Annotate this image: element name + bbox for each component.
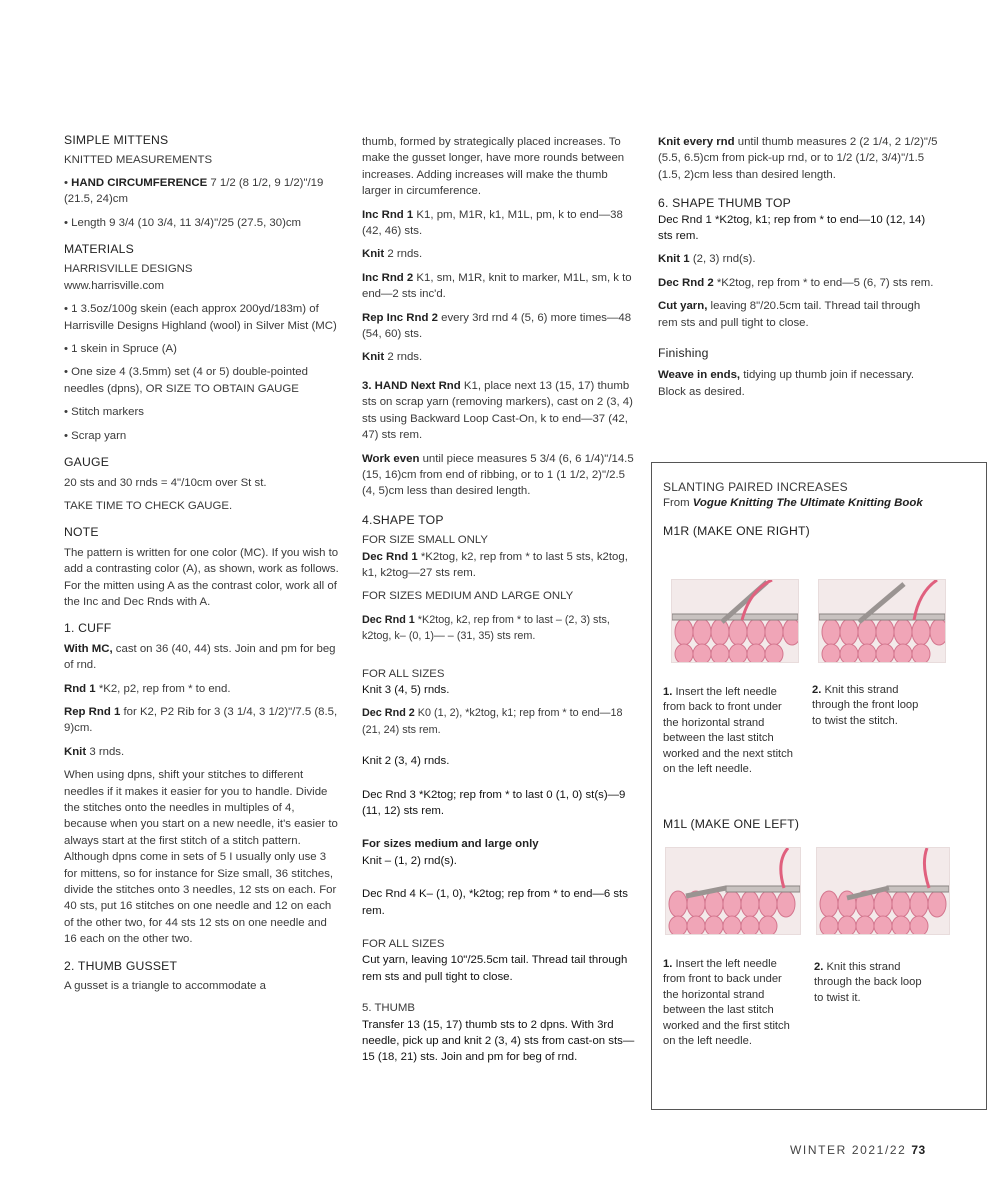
thumb-dec-rnd-2: Dec Rnd 2 *K2tog, rep from * to end—5 (6, 7) sts rem. [658, 276, 934, 289]
m1l-heading: M1L (MAKE ONE LEFT) [663, 817, 800, 831]
materials-heading: MATERIALS [64, 242, 134, 257]
thumb-text: Transfer 13 (15, 17) thumb sts to 2 dpns. With 3rd needle, pick up and knit 2 (3, 4) sts from cast-on sts—15 (18, 21) sts. Join and pm for beg of rnd. [362, 1018, 635, 1064]
cuff-step-2: Rnd 1 *K2, p2, rep from * to end. [64, 682, 231, 695]
shape-thumb-heading: 6. SHAPE THUMB TOP [658, 196, 791, 211]
dpn-tip: When using dpns, shift your stitches to different needles if it makes it easier for you to handle. Divide the stitches onto the needles in multiples of 4, because when you start on a new needle, it's easier to always start at the first stitch of a stitch pattern. Although dpns come in sets of 5 I usually only use 3 for mittens, so for instance for Size small, 36 stitches, divide the stitches onto 3 needles, 12 sts on each. For 40 sts, put 16 stitches on one needle and 12 on each of the other two, for 44 sts 12 sts on one needle and 16 each on the other two. [64, 769, 338, 946]
work-even: Work even until piece measures 5 3/4 (6, 6 1/4)"/14.5 (15, 16)cm from end of ribbing, or to 1 (1 1/2, 2)"/2.5 (4, 5)cm less than desired length. [362, 452, 634, 498]
knit-1-2: Knit – (1, 2) rnd(s). [362, 854, 457, 867]
sidebar-title: SLANTING PAIRED INCREASES [663, 480, 848, 494]
thumb-heading: 5. THUMB [362, 1002, 415, 1015]
finishing-heading: Finishing [658, 346, 709, 361]
m1r-heading: M1R (MAKE ONE RIGHT) [663, 524, 810, 538]
gusset-text: A gusset is a triangle to accommodate a [64, 980, 266, 993]
material-1: • 1 3.5oz/100g skein (each approx 200yd/183m) of Harrisville Designs Highland (wool) in Silver Mist (MC) [64, 303, 337, 332]
brand: HARRISVILLE DESIGNS www.harrisville.com [64, 263, 193, 292]
gusset-continued: thumb, formed by strategically placed increases. To make the gusset longer, have more rounds between increases. Adding increases will make the thumb larger in circumference. [362, 136, 625, 198]
all-sizes-heading: FOR ALL SIZES [362, 667, 445, 680]
knit-3-4-5: Knit 3 (4, 5) rnds. [362, 683, 450, 696]
note-heading: NOTE [64, 525, 99, 540]
column-2 [362, 134, 638, 1073]
m1l-caption-2: 2. Knit this strand through the back loop to twist it. [814, 961, 922, 1004]
dec-rnd-1-medium: Dec Rnd 1 *K2tog, k2, rep from * to last – (2, 3) sts, k2tog, k– (0, 1)— – (31, 35) sts rem. [362, 613, 610, 643]
measurements-heading: KNITTED MEASUREMENTS [64, 154, 213, 167]
knit-2-3-4: Knit 2 (3, 4) rnds. [362, 755, 450, 768]
website-link[interactable]: www.harrisville.com [64, 279, 165, 292]
all-sizes-heading-2: FOR ALL SIZES [362, 938, 445, 951]
weave-ends: Weave in ends, tidying up thumb join if necessary. Block as desired. [658, 369, 914, 398]
column-1 [64, 132, 340, 1001]
m1l-illustration-2 [816, 847, 950, 935]
knit-2-rnds-a: Knit 2 rnds. [362, 248, 423, 261]
cuff-step-1: With MC, cast on 36 (40, 44) sts. Join and pm for beg of rnd. [64, 642, 336, 672]
inc-rnd-1: Inc Rnd 1 K1, pm, M1R, k1, M1L, pm, k to end—38 (42, 46) sts. [362, 208, 623, 238]
increases-sidebar [651, 462, 987, 1110]
m1l-illustration-1 [665, 847, 801, 935]
dec-rnd-1-small: Dec Rnd 1 *K2tog, k2, rep from * to last 5 sts, k2tog, k1, k2tog—27 sts rem. [362, 550, 628, 579]
cuff-step-4: Knit 3 rnds. [64, 745, 125, 758]
hand-section: 3. HAND Next Rnd K1, place next 13 (15, 17) thumb sts on scrap yarn (removing markers), cast on 2 (3, 4) sts using Backward Loop Cast-On, k to end—37 (42, 47) sts rem. [362, 379, 633, 442]
m1r-illustration-1 [671, 579, 799, 663]
thumb-cut-yarn: Cut yarn, leaving 8"/20.5cm tail. Thread tail through rem sts and pull tight to close. [658, 300, 921, 329]
cuff-step-3: Rep Rnd 1 for K2, P2 Rib for 3 (3 1/4, 3 1/2)"/7.5 (8.5, 9)cm. [64, 705, 338, 735]
material-5: • Scrap yarn [64, 429, 127, 442]
m1r-caption-2: 2. Knit this strand through the front loop to twist the stitch. [812, 684, 919, 727]
gauge-heading: GAUGE [64, 455, 110, 470]
material-4: • Stitch markers [64, 406, 144, 419]
gusset-heading: 2. THUMB GUSSET [64, 958, 178, 973]
material-2: • 1 skein in Spruce (A) [64, 343, 177, 356]
m1l-caption-1: 1. Insert the left needle from front to back under the horizontal strand between the last stitch worked and the first stitch on the left needle. [663, 958, 790, 1048]
pattern-title: SIMPLE MITTENS [64, 133, 169, 147]
cut-yarn: Cut yarn, leaving 10"/25.5cm tail. Thread tail through rem sts and pull tight to close. [362, 954, 628, 983]
gauge-check: TAKE TIME TO CHECK GAUGE. [64, 499, 233, 512]
page-footer [790, 1143, 926, 1157]
m1r-caption-1: 1. Insert the left needle from back to front under the horizontal strand between the last stitch worked and the next stitch on the left needle. [663, 686, 793, 776]
material-3: • One size 4 (3.5mm) set (4 or 5) double-pointed needles (dpns), OR SIZE TO OBTAIN GAUGE [64, 366, 308, 395]
dec-rnd-4: Dec Rnd 4 K– (1, 0), *k2tog; rep from * to end—6 sts rem. [362, 888, 628, 917]
page-number: 73 [911, 1143, 926, 1157]
cuff-heading: 1. CUFF [64, 621, 112, 636]
size-small-heading: FOR SIZE SMALL ONLY [362, 534, 488, 547]
shape-top-heading: 4.SHAPE TOP [362, 512, 444, 527]
gauge-text: 20 sts and 30 rnds = 4"/10cm over St st. [64, 476, 267, 489]
note-text: The pattern is written for one color (MC). If you wish to add a contrasting color (A), as shown, work as follows. For the mitten using A as the contrast color, work all of the Inc and Dec Rnds with A. [64, 546, 339, 608]
length: • Length 9 3/4 (10 3/4, 11 3/4)"/25 (27.5, 30)cm [64, 216, 302, 229]
dec-rnd-3: Dec Rnd 3 *K2tog; rep from * to last 0 (1, 0) st(s)—9 (11, 12) sts rem. [362, 788, 626, 817]
thumb-dec-rnd-1: Dec Rnd 1 *K2tog, k1; rep from * to end—10 (12, 14) sts rem. [658, 213, 926, 243]
column-3 [658, 134, 938, 407]
size-ml-heading: FOR SIZES MEDIUM AND LARGE ONLY [362, 590, 574, 603]
hand-circumference: • HAND CIRCUMFERENCE 7 1/2 (8 1/2, 9 1/2)"/19 (21.5, 24)cm [64, 176, 324, 206]
issue-label: WINTER 2021/22 [790, 1143, 907, 1157]
ml-only-heading: For sizes medium and large only [362, 838, 539, 851]
knit-every-rnd: Knit every rnd until thumb measures 2 (2 1/4, 2 1/2)"/5 (5.5, 6.5)cm from pick-up rnd, or to 1/2 (1/2, 3/4)"/1.5 (1.5, 2)cm less than desired length. [658, 136, 938, 181]
rep-inc-rnd-2: Rep Inc Rnd 2 every 3rd rnd 4 (5, 6) more times—48 (54, 60) sts. [362, 311, 632, 341]
inc-rnd-2: Inc Rnd 2 K1, sm, M1R, knit to marker, M1L, sm, k to end—2 sts inc'd. [362, 271, 632, 301]
thumb-knit-1: Knit 1 (2, 3) rnd(s). [658, 253, 756, 266]
m1r-illustration-2 [818, 579, 946, 663]
dec-rnd-2: Dec Rnd 2 K0 (1, 2), *k2tog, k1; rep from * to end—18 (21, 24) sts rem. [362, 707, 623, 736]
sidebar-source: From Vogue Knitting The Ultimate Knitting Book [663, 497, 923, 509]
knit-2-rnds-b: Knit 2 rnds. [362, 351, 423, 364]
